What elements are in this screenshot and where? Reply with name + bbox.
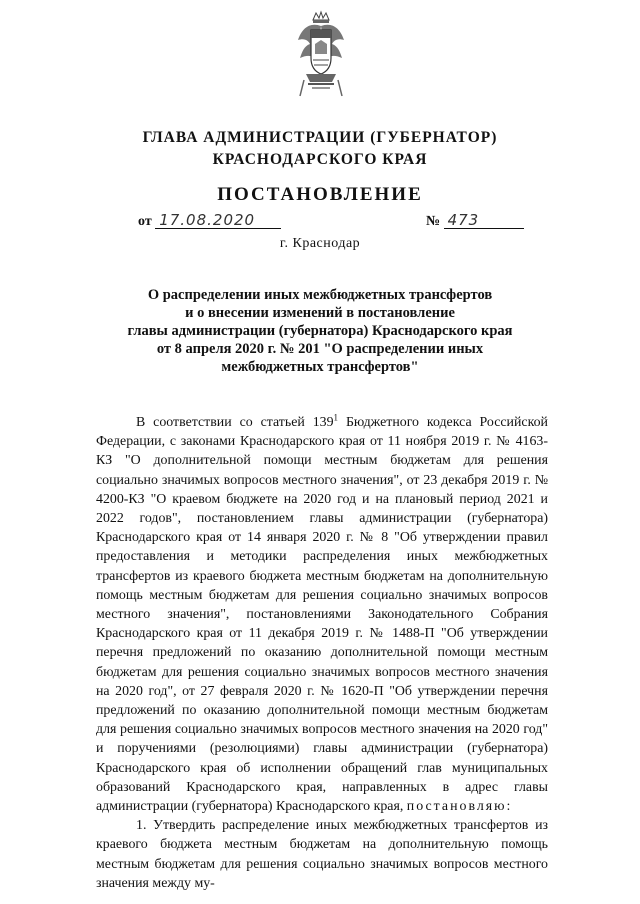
decree-body [96, 413, 548, 893]
resolution-word: постановляю: [406, 799, 513, 815]
decree-date [138, 212, 281, 230]
number-prefix: № [426, 214, 441, 229]
krasnodar-coat-of-arms-emblem [296, 10, 346, 100]
paragraph-text: Бюджетного кодекса Российской Федерации, с законами Краснодарского края от 11 ноября 2019 г. № 4163-КЗ "О дополнительной помощи местным бюджетам для решения социально значимых вопросов местного значения", от 23 декабря 2019 г. № 4200-КЗ "О краевом бюджете на 2020 год и на плановый период 2021 и 2022 годов", постановлением главы администрации (губернатора) Краснодарского края от 14 января 2020 г. № 8 "Об утверждении правил предоставления и методики распределения иных межбюджетных трансфертов из краевого бюджета местным бюджетам на дополнительную помощь местным бюджетам для решения социально значимых вопросов местного значения", постановлениями Законодательного Собрания Краснодарского края от 11 декабря 2019 г. № 1488-П "Об утверждении перечня предложений по оказанию дополнительной помощи местным бюджетам для решения социально значимых вопросов местного значения на 2020 год", от 27 февраля 2020 г. № 1620-П "Об утверждении перечня предложений по оказанию дополнительной помощи местным бюджетам для решения социально значимых вопросов местного значения на 2020 год" и поручениями (резолюциями) главы администрации (губернатора) Краснодарского края об исполнении обращений глав муниципальных образований Краснодарского края, направленных в адрес главы администрации (губернатора) Краснодарского края, [96, 415, 548, 815]
subject-line: О распределении иных межбюджетных трансфертов [147, 287, 493, 303]
subject-line: и о внесении изменений в постановление [185, 305, 455, 321]
decree-city: г. Краснодар [279, 236, 361, 251]
subject-line: главы администрации (губернатора) Краснодарского края [127, 323, 513, 339]
body-paragraph-2: 1. Утвердить распределение иных межбюджетных трансфертов из краевого бюджета местным бюджетам на дополнительную помощь местным бюджетам для решения социально значимых вопросов местного значения между му- [96, 818, 548, 891]
date-value: 17.08.2020 [155, 212, 281, 229]
number-value: 473 [444, 212, 524, 229]
subject-line: межбюджетных трансфертов" [221, 359, 419, 375]
body-paragraph-1 [96, 413, 548, 816]
date-prefix: от [138, 214, 152, 229]
decree-title: ПОСТАНОВЛЕНИЕ [217, 184, 423, 205]
authority-name-line1: ГЛАВА АДМИНИСТРАЦИИ (ГУБЕРНАТОР) [142, 129, 498, 146]
decree-subject [90, 286, 550, 376]
paragraph-text: В соответствии со статьей 139 [136, 415, 334, 430]
footnote-superscript: 1 [333, 412, 339, 423]
decree-number [426, 212, 524, 230]
authority-name-line2: КРАСНОДАРСКОГО КРАЯ [212, 151, 428, 168]
subject-line: от 8 апреля 2020 г. № 201 "О распределении иных [156, 341, 484, 357]
